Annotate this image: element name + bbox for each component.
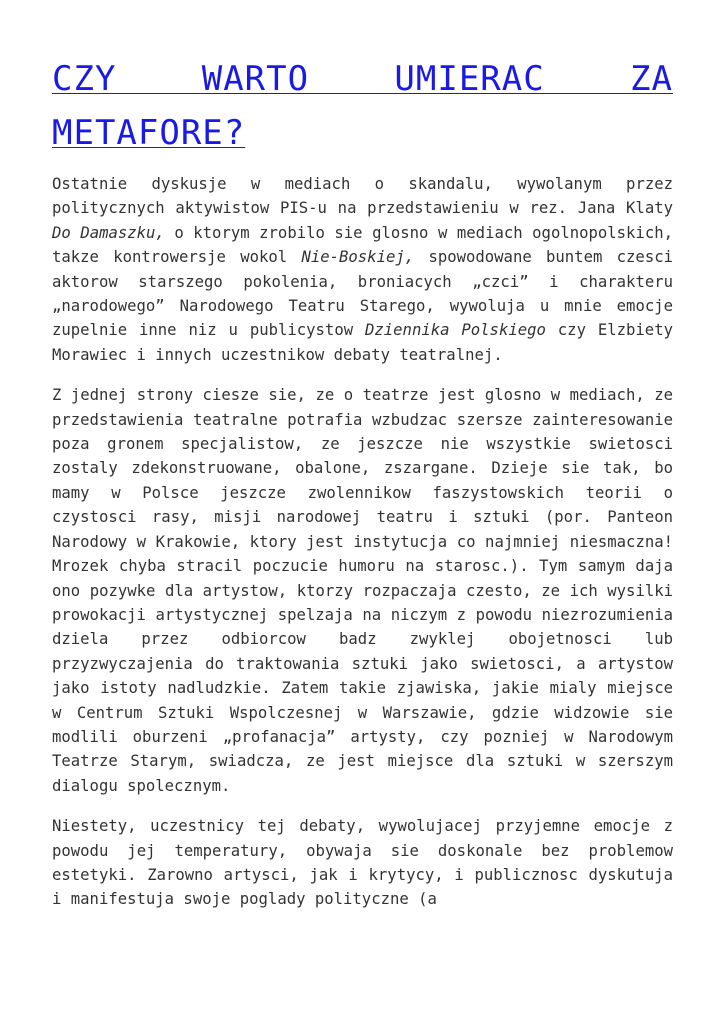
article-paragraph [52,172,673,367]
italic-title-text: Dziennika Polskiego [365,321,546,340]
article [52,52,673,928]
italic-title-text: Do Damaszku, [52,223,165,242]
paragraph-text: spowodowane buntem czesci aktorow starszego pokolenia, broniacych „czci” i charakteru „narodowego” Narodowego Teatru Starego, wywoluja u mnie emocje zupelnie inne niz u publicystow [52,248,673,340]
paragraph-text: czy Elzbiety Morawiec i innych uczestnikow debaty teatralnej. [52,321,673,364]
italic-title-text: Nie-Boskiej, [301,248,415,267]
paragraph-text: Z jednej strony ciesze sie, ze o teatrze jest glosno w mediach, ze przedstawienia teatralne potrafia wzbudzac szersze zainteresowanie poza gronem specjalistow, ze jeszcze nie wszystkie swietosci zostaly zdekonstruowane, obalone, zszargane. Dzieje sie tak, bo mamy w Polsce jeszcze zwolennikow faszystowskich teorii o czystosci rasy, misji narodowej teatru i sztuki (por. Panteon Narodowy w Krakowie, ktory jest instytucja co najmniej niesmaczna! Mrozek chyba stracil poczucie humoru na starosc.). Tym samym daja ono pozywke dla artystow, ktorzy rozpaczaja czesto, ze ich wysilki prowokacji artystycznej spelzaja na niczym z powodu niezrozumienia dziela przez odbiorcow badz zwyklej obojetnosci lub przyzwyczajenia do traktowania sztuki jako swietosci, a artystow jako istoty nadludzkie. Zatem takie zjawiska, jakie mialy miejsce w Centrum Sztuki Wspolczesnej w Warszawie, gdzie widzowie sie modlili oburzeni „profanacja” artysty, czy pozniej w Narodowym Teatrze Starym, swiadcza, ze jest miejsce dla sztuki w szerszym dialogu spolecznym. [52,386,673,795]
paragraph-text: Niestety, uczestnicy tej debaty, wywolujacej przyjemne emocje z powodu jej temperatury, obywaja sie doskonale bez problemow estetyki. Zarowno artysci, jak i krytycy, i publicznosc dyskutuja i manifestuja swoje poglady polityczne (a [52,817,673,909]
paragraph-text: Ostatnie dyskusje w mediach o skandalu, wywolanym przez politycznych aktywistow PIS-u na przedstawieniu w rez. Jana Klaty [52,175,673,218]
paragraph-text: o ktorym zrobilo sie glosno w mediach ogolnopolskich, takze kontrowersje wokol [52,223,673,267]
article-paragraph [52,814,673,912]
article-body [52,172,673,912]
article-title [52,52,673,160]
article-paragraph [52,383,673,798]
article-title-link[interactable]: CZY WARTO UMIERAC ZA METAFORE? [52,59,673,153]
